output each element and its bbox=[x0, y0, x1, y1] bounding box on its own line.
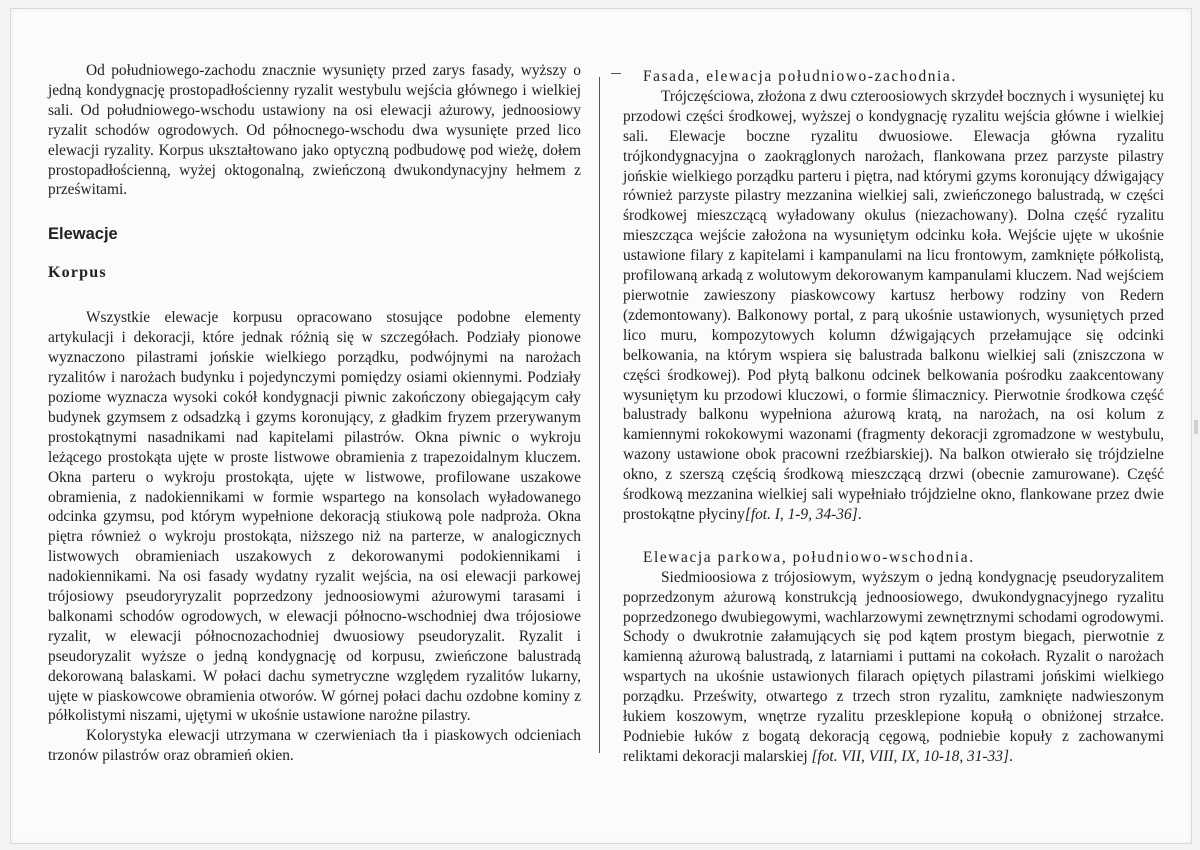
parkowa-text: Siedmioosiowa z trójosiowym, wyższym o jedną kondygnację pseudoryzalitem poprzedzonym ażurową konstrukcją jednoosiowego, dwukondygnacyjnego ryzalitu poprzedzonego dwubiegowymi, wachlarzowymi zewnętrznymi schodami ogrodowymi. Schody o dwukrotnie załamujących się pod kątem prostym biegach, pierwotnie z kamienną ażurową balustradą, z latarniami i puttami na cokołach. Ryzalit o narożach wspartych na ukośnie ustawionych filarach opiętych pilastrami jońskimi wielkiego porządku. Prześwity, otwartego z trzech stron ryzalitu, zamknięte nadwieszonym łukiem koszowym, wnętrze ryzalitu przesklepione kopułą o obniżonej strzałce. Podniebie łuków z bogatą dekoracją cęgową, podniebie kopuły z zachowanymi reliktami dekoracji malarskiej bbox=[623, 568, 1164, 765]
parkowa-figure-reference: [fot. VII, VIII, IX, 10-18, 31-33] bbox=[811, 747, 1009, 765]
scan-edge-mark bbox=[1194, 420, 1198, 434]
section-heading-elewacje: Elewacje bbox=[48, 225, 118, 244]
fasada-text: Trójczęściowa, złożona z dwu czteroosiowych skrzydeł bocznych i wysuniętej ku przodowi części środkowej, wyższej o kondygnację ryzalitu wejścia główne i wielkiej sali. Elewacje boczne ryzalitu dwuosiowe. Elewacja główna ryzalitu trójkondygnacyjna o zaokrąglonych narożach, flankowana przez parzyste pilastry jońskie wielkiego porządku parteru i piętra, nad którymi gzyms koronujący dźwigający również parzyste pilastry mezzanina wielkiej sali, zwieńczonego balustradą, w części środkowej mieszczącą wyładowany okulus (niezachowany). Dolna część ryzalitu mieszcząca wejście założona na wysuniętym odcinku koła. Wejście ujęte w ukośnie ustawione filary z kapitelami i kampanulami na licu frontowym, zamknięte półkolistą, profilowaną arkadą z wolutowym dekorowanym kampanulami kluczem. Nad wejściem pierwotnie zawieszony piaskowcowy kartusz herbowy rodziny von Redern (zdemontowany). Balkonowy portal, z parą ukośnie ustawionych, wysuniętych przed lico muru, kompozytowych kolumn dźwigających przełamujące się odcinki belkowania, na którym wspiera się balustrada balkonu wielkiej sali (zniszczona w części środkowej). Pod płytą balkonu odcinek belkowania pośrodku zaakcentowany wysuniętym ku przodowi kluczowi, o formie ślimacznicy. Pierwotnie środkowa część balustrady balkonu wypełniona ażurową kratą, na narożach, na osi kolum z kamiennymi rokokowymi wazonami (fragmenty dekoracji zgromadzone w westybulu, wazony ustawione obok pracowni rzeźbiarskiej). Na balkon otwierało się trójdzielne okno, z szerszą częścią środkową mieszczącą drzwi (obecnie zamurowane). Część środkową mezzanina wielkiej sali wypełniało trójdzielne okno, flankowane przez dwie prostokątne płyciny bbox=[623, 87, 1164, 523]
column-divider bbox=[599, 77, 600, 753]
fasada-paragraph bbox=[623, 87, 1164, 525]
parkowa-title: Elewacja parkowa, południowo-wschodnia. bbox=[643, 548, 975, 566]
fasada-title: Fasada, elewacja południowo-zachodnia. bbox=[643, 68, 957, 85]
spacer bbox=[623, 525, 1164, 548]
subsection-heading-korpus: Korpus bbox=[48, 264, 107, 282]
document-page bbox=[10, 8, 1192, 844]
kolorystyka-paragraph: Kolorystyka elewacji utrzymana w czerwieniach tła i piaskowych odcieniach trzonów pilastrów oraz obramień okien. bbox=[48, 727, 581, 765]
fasada-figure-reference: [fot. I, 1-9, 34-36] bbox=[744, 505, 858, 523]
right-column bbox=[623, 67, 1164, 767]
left-column bbox=[48, 61, 581, 766]
korpus-paragraph: Wszystkie elewacje korpusu opracowano stosujące podobne elementy artykulacji i dekoracji, które jednak różnią się w szczegółach. Podziały pionowe wyznaczono pilastrami jońskie wielkiego porządku, podwójnymi na narożach ryzalitów i narożach budynku i pojedynczymi pomiędzy osiami okiennymi. Podziały poziome wyznacza wysoki cokół kondygnacji piwnic zakończony obiegającym cały budynek gzymsem z odsadzką i gzyms koronujący, z gładkim fryzem przerywanym prostokątnymi nasadnikami nad kapitelami pilastrów. Okna piwnic o wykroju leżącego prostokąta ujęte w proste listwowe obramienia z trapezoidalnym kluczem. Okna parteru o wykroju prostokąta, ujęte w listwowe, profilowane uszakowe obramienia, z nadokiennikami w formie wspartego na konsolach wyładowanego odcinka gzymsu, pod którym wypełnione dekoracją stiukową pole nadproża. Okna piętra również o wykroju prostokąta, niższego niż na parterze, w analogicznych listwowych obramieniach uszakowych z dekorowanymi podokiennikami i nadokiennikami. Na osi fasady wydatny ryzalit wejścia, na osi elewacji parkowej trójosiowy pseudoryryzalit poprzedzony jednoosiowymi ażurowymi tarasami i balkonami schodów ogrodowych, w elewacji północno-wschodniej dwa trójosiowe ryzalit, w elewacji północnozachodniej dwuosiowy pseudoryzalit. Ryzalit i pseudoryzalit wyższe o jedną kondygnację od korpusu, zwieńczone balustradą dekorowaną balaskami. W połaci dachu symetryczne względem ryzalitów lukarny, ujęte w piaskowcowe obramienia otworów. W górnej połaci dachu ozdobne kominy z półkolistymi niszami, ujętymi w ukośnie ustawione narożne pilastry. bbox=[48, 309, 581, 725]
spacer bbox=[48, 283, 581, 308]
parkowa-period: . bbox=[1008, 747, 1013, 765]
parkowa-paragraph bbox=[623, 568, 1164, 767]
intro-paragraph: Od południowego-zachodu znacznie wysunięty przed zarys fasady, wyższy o jedną kondygnację prostopadłościenny ryzalit westybulu wejścia głównego i wielkiej sali. Od południowego-wschodu ustawiony na osi elewacji ażurowy, jednoosiowy ryzalit schodów ogrodowych. Od północnego-wschodu dwa wysunięte przed lico elewacji ryzality. Korpus ukształtowano jako optyczną podbudowę pod wieżę, dołem prostopadłościenną, wyżej oktogonalną, zwieńczoną dwukondynacyjny hełmem z prześwitami. bbox=[48, 62, 581, 199]
column-divider-tick bbox=[611, 73, 621, 74]
fasada-period: . bbox=[857, 505, 862, 523]
